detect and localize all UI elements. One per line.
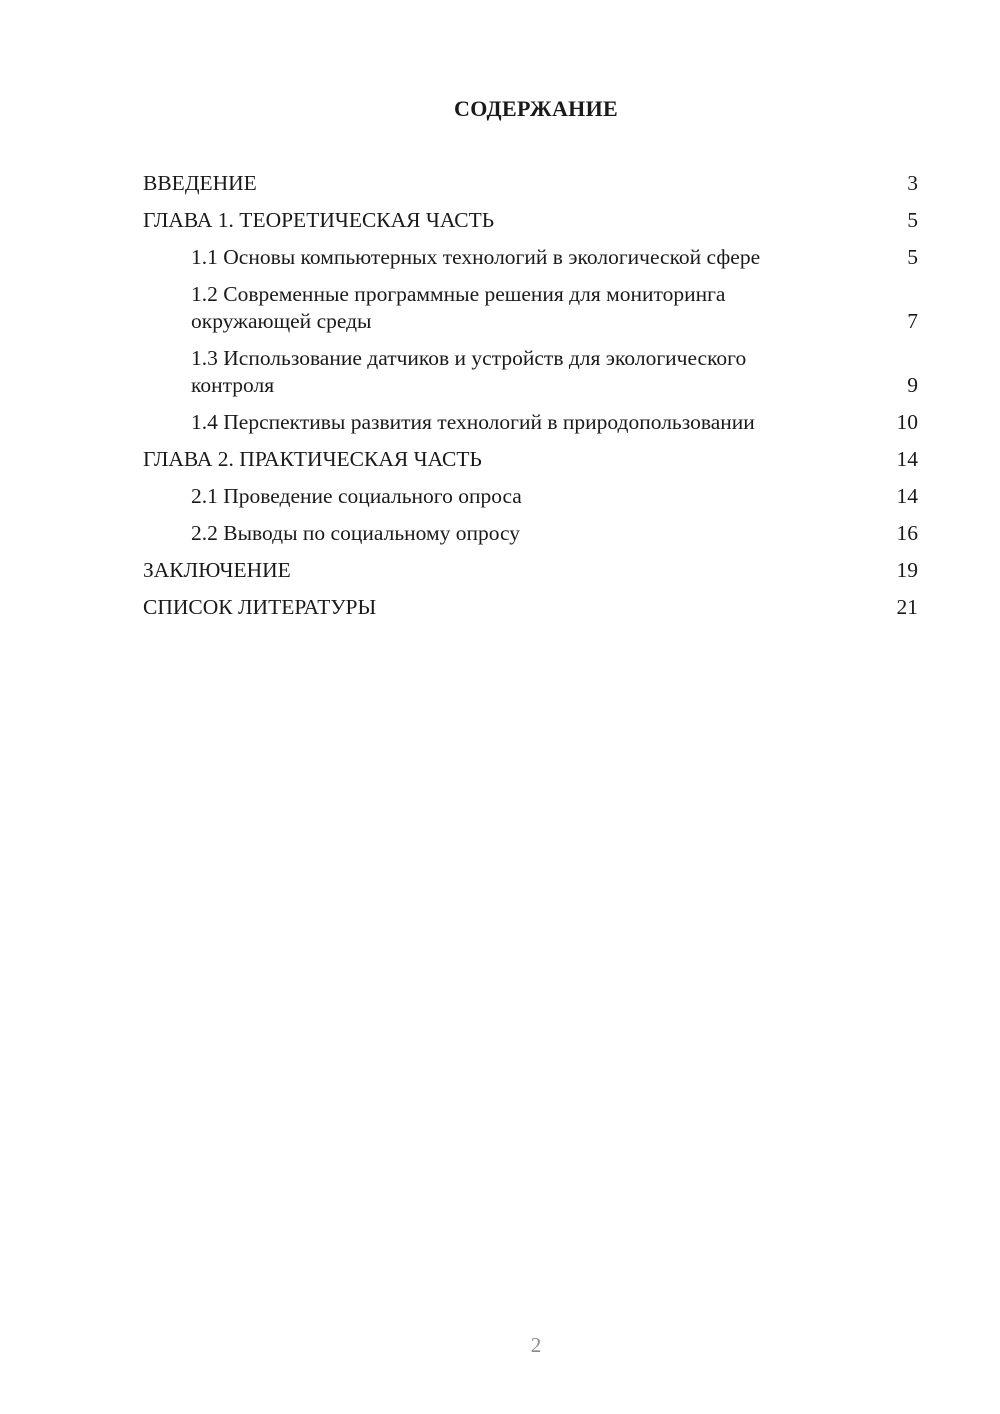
page-title: СОДЕРЖАНИЕ — [454, 96, 618, 121]
table-of-contents — [143, 170, 918, 631]
toc-entry-conclusion[interactable] — [143, 557, 918, 584]
toc-entry-label: 1.4 Перспективы развития технологий в природопользовании — [191, 410, 755, 434]
toc-entry-section-1-2[interactable] — [143, 281, 918, 335]
toc-entry-label: 2.2 Выводы по социальному опросу — [191, 521, 521, 545]
toc-entry-section-2-2[interactable] — [143, 520, 918, 547]
toc-entry-page: 21 — [896, 595, 918, 619]
toc-entry-page: 14 — [896, 484, 918, 508]
toc-entry-label: 2.1 Проведение социального опроса — [191, 484, 522, 508]
toc-entry-label: 1.2 Современные программные решения для мониторинга окружающей среды — [191, 282, 726, 333]
toc-entry-label: ГЛАВА 1. ТЕОРЕТИЧЕСКАЯ ЧАСТЬ — [143, 208, 495, 232]
toc-entry-label: ВВЕДЕНИЕ — [143, 171, 257, 195]
toc-entry-label: 1.1 Основы компьютерных технологий в экологической сфере — [191, 245, 761, 269]
toc-entry-page: 14 — [896, 447, 918, 471]
toc-entry-page: 16 — [896, 521, 918, 545]
toc-entry-page: 5 — [907, 245, 918, 269]
toc-entry-section-1-3[interactable] — [143, 345, 918, 399]
toc-entry-label: 1.3 Использование датчиков и устройств для экологического контроля — [191, 346, 747, 397]
toc-entry-page: 3 — [907, 171, 918, 195]
toc-entry-label: ГЛАВА 2. ПРАКТИЧЕСКАЯ ЧАСТЬ — [143, 447, 482, 471]
toc-entry-label: ЗАКЛЮЧЕНИЕ — [143, 558, 291, 582]
page-number: 2 — [530, 1333, 542, 1357]
toc-entry-section-1-1[interactable] — [143, 244, 918, 271]
toc-entry-page: 5 — [907, 208, 918, 232]
toc-entry-page: 10 — [896, 410, 918, 434]
toc-entry-chapter-2[interactable] — [143, 446, 918, 473]
toc-entry-page: 7 — [907, 309, 918, 333]
toc-entry-section-1-4[interactable] — [143, 409, 918, 436]
toc-entry-page: 19 — [896, 558, 918, 582]
toc-entry-introduction[interactable] — [143, 170, 918, 197]
toc-entry-page: 9 — [907, 373, 918, 397]
toc-entry-chapter-1[interactable] — [143, 207, 918, 234]
toc-entry-bibliography[interactable] — [143, 594, 918, 621]
toc-entry-label: СПИСОК ЛИТЕРАТУРЫ — [143, 595, 377, 619]
toc-entry-section-2-1[interactable] — [143, 483, 918, 510]
